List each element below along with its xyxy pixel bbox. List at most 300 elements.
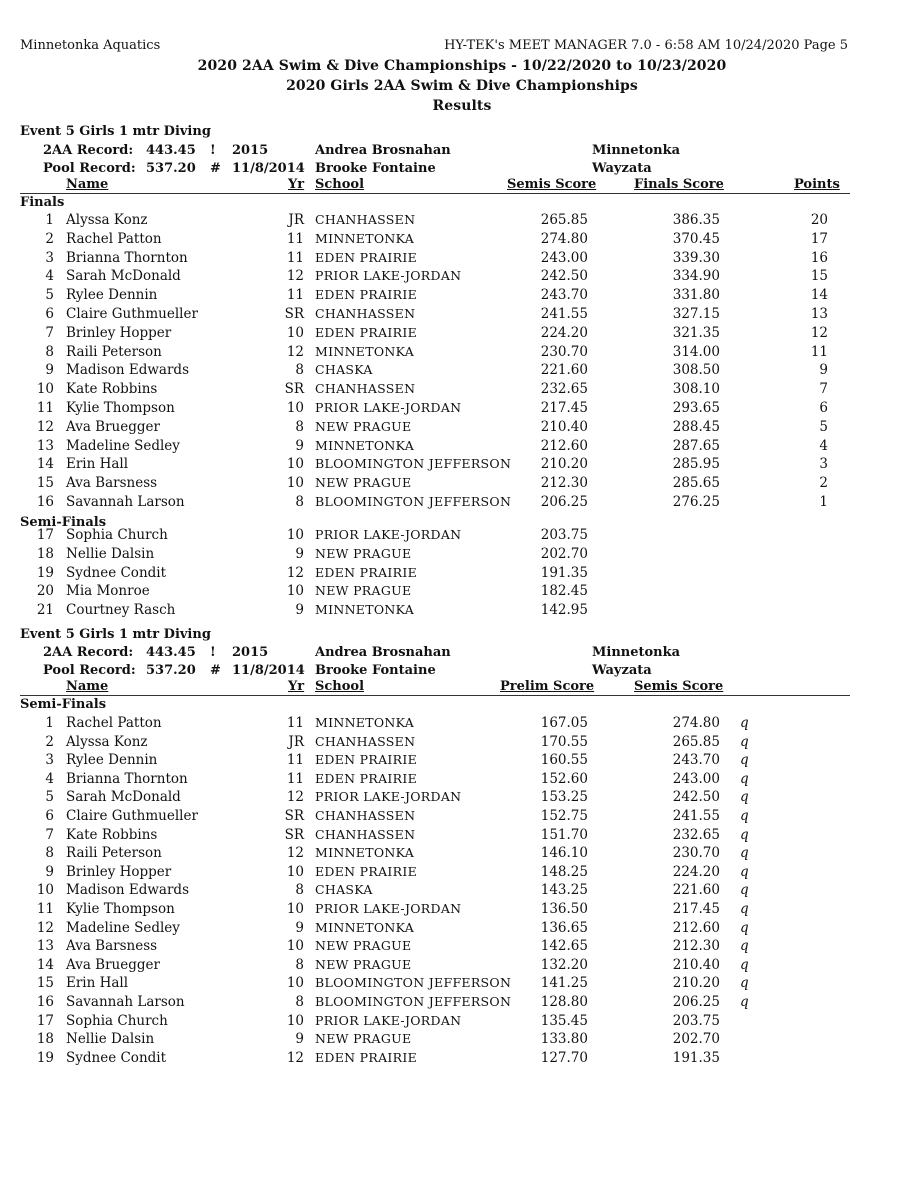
score2-cell: 285.65 (672, 475, 720, 492)
school-cell: NEW PRAGUE (315, 545, 412, 561)
table-row (0, 250, 924, 269)
school-cell: EDEN PRAIRIE (315, 287, 418, 303)
place-cell: 21 (36, 602, 54, 619)
school-cell: EDEN PRAIRIE (315, 1049, 418, 1065)
table-row (0, 1031, 924, 1050)
qualifier-cell: q (740, 919, 749, 936)
score1-cell: 160.55 (540, 752, 588, 769)
section-label-semis: Semi-Finals (20, 697, 107, 712)
score2-cell: 217.45 (672, 901, 720, 917)
year-cell: 11 (286, 230, 304, 247)
year-cell: 8 (295, 956, 304, 973)
place-cell: 11 (36, 400, 54, 416)
athlete-name-cell: Ava Barsness (66, 938, 158, 955)
year-cell: 10 (286, 938, 304, 955)
score1-cell: 170.55 (540, 733, 588, 750)
score1-cell: 210.20 (540, 456, 588, 473)
year-cell: 11 (286, 752, 304, 769)
score2-cell: 386.35 (672, 212, 720, 228)
athlete-name-cell: Claire Guthmueller (66, 306, 198, 322)
year-cell: SR (284, 826, 304, 843)
points-cell: 16 (810, 249, 828, 266)
qualifier-cell: q (740, 752, 749, 769)
athlete-name-cell: Sydnee Condit (66, 564, 167, 581)
school-cell: NEW PRAGUE (315, 418, 412, 434)
year-cell: 12 (286, 845, 304, 862)
pool-record-holder: Brooke Fontaine (315, 663, 436, 678)
score1-cell: 243.70 (540, 287, 588, 304)
school-cell: CHANHASSEN (315, 826, 416, 842)
place-cell: 5 (45, 287, 54, 304)
athlete-name-cell: Sophia Church (66, 1012, 168, 1029)
year-cell: 10 (286, 400, 304, 416)
athlete-name-cell: Alyssa Konz (66, 212, 148, 228)
score1-cell: 265.85 (540, 212, 588, 228)
score1-cell: 146.10 (540, 845, 588, 862)
athlete-name-cell: Erin Hall (66, 456, 129, 473)
place-cell: 3 (45, 249, 54, 266)
school-cell: CHANHASSEN (315, 733, 416, 749)
year-cell: SR (284, 808, 304, 824)
table-row (0, 381, 924, 400)
year-cell: 11 (286, 287, 304, 304)
year-cell: 8 (295, 882, 304, 899)
score1-cell: 230.70 (540, 343, 588, 360)
table-row (0, 527, 924, 546)
score1-cell: 142.65 (540, 938, 588, 955)
place-cell: 6 (45, 306, 54, 322)
school-cell: MINNETONKA (315, 845, 415, 861)
score2-cell: 212.60 (672, 919, 720, 936)
qualifier-cell: q (740, 882, 749, 899)
place-cell: 14 (36, 456, 54, 473)
score1-cell: 136.65 (540, 919, 588, 936)
year-cell: JR (288, 733, 304, 750)
school-cell: EDEN PRAIRIE (315, 752, 418, 768)
score1-cell: 167.05 (540, 715, 588, 731)
table-row (0, 1013, 924, 1032)
score1-cell: 152.60 (540, 770, 588, 787)
pool-record-label: Pool Record: (43, 663, 136, 678)
org-name: Minnetonka Aquatics (20, 38, 161, 53)
points-cell: 3 (819, 456, 828, 473)
athlete-name-cell: Courtney Rasch (66, 602, 176, 619)
score2-cell: 308.10 (672, 381, 720, 398)
school-cell: CHANHASSEN (315, 808, 416, 823)
athlete-name-cell: Raili Peterson (66, 845, 162, 862)
table-row (0, 920, 924, 939)
score1-cell: 191.35 (540, 564, 588, 581)
school-cell: PRIOR LAKE-JORDAN (315, 901, 462, 916)
score2-cell: 191.35 (672, 1049, 720, 1066)
place-cell: 7 (45, 826, 54, 843)
col-yr-header: Yr (288, 177, 305, 192)
qualifier-cell: q (740, 789, 749, 806)
athlete-name-cell: Rachel Patton (66, 230, 162, 247)
score2-cell: 287.65 (672, 437, 720, 454)
place-cell: 17 (36, 1012, 54, 1029)
school-cell: EDEN PRAIRIE (315, 324, 418, 340)
athlete-name-cell: Rylee Dennin (66, 287, 158, 304)
table-row (0, 715, 924, 734)
year-cell: SR (284, 306, 304, 322)
score2-cell: 203.75 (672, 1012, 720, 1029)
score2-cell: 276.25 (672, 494, 720, 510)
score1-cell: 133.80 (540, 1031, 588, 1048)
pool-record-score: 537.20 (146, 161, 196, 176)
col-semis-header: Semis Score (507, 177, 597, 192)
place-cell: 19 (36, 564, 54, 581)
school-cell: EDEN PRAIRIE (315, 564, 418, 580)
athlete-name-cell: Mia Monroe (66, 583, 150, 600)
pool-record-holder: Brooke Fontaine (315, 161, 436, 176)
school-cell: BLOOMINGTON JEFFERSON (315, 994, 512, 1009)
score2-cell: 224.20 (672, 863, 720, 880)
score2-cell: 334.90 (672, 268, 720, 285)
year-cell: 12 (286, 343, 304, 360)
table-row (0, 306, 924, 325)
school-cell: MINNETONKA (315, 602, 415, 618)
points-cell: 11 (810, 343, 828, 360)
table-row (0, 344, 924, 363)
qualifier-cell: q (740, 956, 749, 973)
record-mark: ! (210, 645, 216, 660)
table-row (0, 565, 924, 584)
school-cell: BLOOMINGTON JEFFERSON (315, 494, 512, 509)
points-cell: 17 (810, 230, 828, 247)
school-cell: CHANHASSEN (315, 306, 416, 321)
school-cell: NEW PRAGUE (315, 938, 412, 954)
score2-cell: 232.65 (672, 826, 720, 843)
section-label-finals: Finals (20, 195, 65, 210)
section-label-semis: Semi-Finals (20, 515, 107, 530)
col-finals-header: Finals Score (634, 177, 724, 192)
year-cell: 10 (286, 863, 304, 880)
results-label: Results (432, 98, 492, 114)
score1-cell: 274.80 (540, 230, 588, 247)
place-cell: 1 (45, 212, 54, 228)
pool-record-label: Pool Record: (43, 161, 136, 176)
table-row (0, 456, 924, 475)
school-cell: PRIOR LAKE-JORDAN (315, 268, 462, 284)
qualifier-cell: q (740, 938, 749, 955)
athlete-name-cell: Nellie Dalsin (66, 1031, 155, 1048)
qualifier-cell: q (740, 770, 749, 787)
school-cell: PRIOR LAKE-JORDAN (315, 789, 462, 805)
record-holder: Andrea Brosnahan (315, 645, 451, 660)
score2-cell: 210.40 (672, 956, 720, 973)
points-cell: 15 (810, 268, 828, 285)
pool-record-date: 11/8/2014 (232, 161, 305, 176)
score2-cell: 288.45 (672, 418, 720, 435)
athlete-name-cell: Kate Robbins (66, 381, 158, 398)
athlete-name-cell: Raili Peterson (66, 343, 162, 360)
record-team: Minnetonka (592, 143, 681, 158)
points-cell: 6 (819, 400, 828, 416)
meet-subtitle: 2020 Girls 2AA Swim & Dive Championships (286, 78, 638, 94)
place-cell: 18 (36, 545, 54, 562)
school-cell: CHASKA (315, 362, 373, 378)
school-cell: MINNETONKA (315, 919, 415, 935)
qualifier-cell: q (740, 808, 749, 824)
record-score: 443.45 (146, 143, 196, 158)
year-cell: 11 (286, 770, 304, 787)
year-cell: 8 (295, 994, 304, 1010)
table-row (0, 212, 924, 231)
points-cell: 9 (819, 362, 828, 379)
school-cell: CHASKA (315, 882, 373, 898)
score2-cell: 314.00 (672, 343, 720, 360)
score2-cell: 274.80 (672, 715, 720, 731)
year-cell: SR (284, 381, 304, 398)
score1-cell: 217.45 (540, 400, 588, 416)
score2-cell: 243.70 (672, 752, 720, 769)
pool-record-score: 537.20 (146, 663, 196, 678)
year-cell: 10 (286, 1012, 304, 1029)
points-cell: 1 (819, 494, 828, 510)
place-cell: 13 (36, 437, 54, 454)
score2-cell: 243.00 (672, 770, 720, 787)
score1-cell: 151.70 (540, 826, 588, 843)
record-mark: ! (210, 143, 216, 158)
year-cell: 9 (295, 437, 304, 454)
school-cell: EDEN PRAIRIE (315, 863, 418, 879)
table-row (0, 362, 924, 381)
table-row (0, 975, 924, 994)
athlete-name-cell: Claire Guthmueller (66, 808, 198, 824)
year-cell: 9 (295, 602, 304, 619)
place-cell: 8 (45, 343, 54, 360)
table-row (0, 957, 924, 976)
record-holder: Andrea Brosnahan (315, 143, 451, 158)
table-row (0, 268, 924, 287)
score2-cell: 241.55 (672, 808, 720, 824)
year-cell: 8 (295, 362, 304, 379)
table-row (0, 938, 924, 957)
school-cell: NEW PRAGUE (315, 475, 412, 491)
athlete-name-cell: Madison Edwards (66, 362, 189, 379)
athlete-name-cell: Brianna Thornton (66, 770, 188, 787)
year-cell: 12 (286, 564, 304, 581)
score1-cell: 128.80 (540, 994, 588, 1010)
athlete-name-cell: Erin Hall (66, 975, 129, 992)
school-cell: NEW PRAGUE (315, 956, 412, 972)
year-cell: 10 (286, 324, 304, 341)
year-cell: 11 (286, 249, 304, 266)
athlete-name-cell: Madeline Sedley (66, 919, 180, 936)
school-cell: MINNETONKA (315, 230, 415, 246)
year-cell: 11 (286, 715, 304, 731)
points-cell: 12 (810, 324, 828, 341)
pool-record-mark: # (210, 663, 221, 678)
table-row (0, 419, 924, 438)
place-cell: 4 (45, 268, 54, 285)
place-cell: 16 (36, 494, 54, 510)
table-row (0, 901, 924, 920)
score1-cell: 232.65 (540, 381, 588, 398)
score1-cell: 212.30 (540, 475, 588, 492)
score2-cell: 212.30 (672, 938, 720, 955)
year-cell: 8 (295, 494, 304, 510)
table-row (0, 494, 924, 513)
place-cell: 1 (45, 715, 54, 731)
place-cell: 12 (36, 418, 54, 435)
col-school-header: School (315, 177, 365, 192)
table-row (0, 546, 924, 565)
score2-cell: 221.60 (672, 882, 720, 899)
year-cell: 10 (286, 527, 304, 543)
pool-record-team: Wayzata (592, 161, 652, 176)
school-cell: CHANHASSEN (315, 212, 416, 227)
score1-cell: 243.00 (540, 249, 588, 266)
athlete-name-cell: Ava Bruegger (66, 956, 160, 973)
header-rule (20, 695, 850, 696)
place-cell: 20 (36, 583, 54, 600)
record-team: Minnetonka (592, 645, 681, 660)
athlete-name-cell: Brinley Hopper (66, 324, 172, 341)
table-row (0, 752, 924, 771)
points-cell: 13 (810, 306, 828, 322)
score1-cell: 206.25 (540, 494, 588, 510)
score1-cell: 143.25 (540, 882, 588, 899)
score2-cell: 230.70 (672, 845, 720, 862)
qualifier-cell: q (740, 733, 749, 750)
event-title: Event 5 Girls 1 mtr Diving (20, 124, 211, 139)
record-year: 2015 (232, 645, 269, 660)
table-row (0, 475, 924, 494)
school-cell: NEW PRAGUE (315, 583, 412, 599)
athlete-name-cell: Savannah Larson (66, 494, 185, 510)
athlete-name-cell: Alyssa Konz (66, 733, 148, 750)
pool-record-team: Wayzata (592, 663, 652, 678)
score1-cell: 224.20 (540, 324, 588, 341)
place-cell: 4 (45, 770, 54, 787)
athlete-name-cell: Sarah McDonald (66, 268, 181, 285)
score2-cell: 339.30 (672, 249, 720, 266)
year-cell: 9 (295, 919, 304, 936)
score1-cell: 221.60 (540, 362, 588, 379)
place-cell: 9 (45, 863, 54, 880)
table-row (0, 602, 924, 621)
record-label: 2AA Record: (43, 143, 134, 158)
qualifier-cell: q (740, 715, 749, 731)
score1-cell: 148.25 (540, 863, 588, 880)
points-cell: 7 (819, 381, 828, 398)
qualifier-cell: q (740, 901, 749, 917)
athlete-name-cell: Madison Edwards (66, 882, 189, 899)
pool-record-mark: # (210, 161, 221, 176)
score2-cell: 202.70 (672, 1031, 720, 1048)
school-cell: PRIOR LAKE-JORDAN (315, 400, 462, 415)
table-row (0, 864, 924, 883)
score1-cell: 203.75 (540, 527, 588, 543)
record-label: 2AA Record: (43, 645, 134, 660)
school-cell: MINNETONKA (315, 343, 415, 359)
score2-cell: 285.95 (672, 456, 720, 473)
place-cell: 12 (36, 919, 54, 936)
school-cell: PRIOR LAKE-JORDAN (315, 1012, 462, 1028)
score1-cell: 141.25 (540, 975, 588, 992)
col-prelim-header: Prelim Score (500, 679, 595, 694)
athlete-name-cell: Ava Barsness (66, 475, 158, 492)
col-school-header: School (315, 679, 365, 694)
school-cell: CHANHASSEN (315, 381, 416, 397)
year-cell: 12 (286, 268, 304, 285)
table-row (0, 827, 924, 846)
points-cell: 4 (819, 437, 828, 454)
table-row (0, 771, 924, 790)
athlete-name-cell: Sarah McDonald (66, 789, 181, 806)
table-row (0, 231, 924, 250)
athlete-name-cell: Sydnee Condit (66, 1049, 167, 1066)
qualifier-cell: q (740, 863, 749, 880)
score1-cell: 210.40 (540, 418, 588, 435)
table-row (0, 882, 924, 901)
place-cell: 3 (45, 752, 54, 769)
place-cell: 15 (36, 475, 54, 492)
athlete-name-cell: Brianna Thornton (66, 249, 188, 266)
score1-cell: 136.50 (540, 901, 588, 917)
col-name-header: Name (66, 679, 109, 694)
score2-cell: 210.20 (672, 975, 720, 992)
col-yr-header: Yr (288, 679, 305, 694)
score2-cell: 242.50 (672, 789, 720, 806)
table-row (0, 789, 924, 808)
year-cell: 12 (286, 789, 304, 806)
score1-cell: 182.45 (540, 583, 588, 600)
place-cell: 7 (45, 324, 54, 341)
athlete-name-cell: Savannah Larson (66, 994, 185, 1010)
athlete-name-cell: Sophia Church (66, 527, 168, 543)
place-cell: 11 (36, 901, 54, 917)
athlete-name-cell: Rachel Patton (66, 715, 162, 731)
record-score: 443.45 (146, 645, 196, 660)
place-cell: 10 (36, 882, 54, 899)
score1-cell: 127.70 (540, 1049, 588, 1066)
year-cell: 10 (286, 456, 304, 473)
col-name-header: Name (66, 177, 109, 192)
athlete-name-cell: Madeline Sedley (66, 437, 180, 454)
col-semis-header: Semis Score (634, 679, 724, 694)
points-cell: 2 (819, 475, 828, 492)
place-cell: 16 (36, 994, 54, 1010)
place-cell: 14 (36, 956, 54, 973)
athlete-name-cell: Ava Bruegger (66, 418, 160, 435)
qualifier-cell: q (740, 845, 749, 862)
place-cell: 5 (45, 789, 54, 806)
school-cell: NEW PRAGUE (315, 1031, 412, 1047)
year-cell: 10 (286, 583, 304, 600)
score2-cell: 370.45 (672, 230, 720, 247)
place-cell: 6 (45, 808, 54, 824)
header-rule (20, 193, 850, 194)
year-cell: 9 (295, 1031, 304, 1048)
year-cell: 12 (286, 1049, 304, 1066)
table-row (0, 400, 924, 419)
score1-cell: 132.20 (540, 956, 588, 973)
score2-cell: 206.25 (672, 994, 720, 1010)
year-cell: 10 (286, 475, 304, 492)
event-title: Event 5 Girls 1 mtr Diving (20, 627, 211, 642)
school-cell: BLOOMINGTON JEFFERSON (315, 975, 512, 991)
athlete-name-cell: Kylie Thompson (66, 901, 175, 917)
score2-cell: 331.80 (672, 287, 720, 304)
place-cell: 18 (36, 1031, 54, 1048)
qualifier-cell: q (740, 994, 749, 1010)
year-cell: JR (288, 212, 304, 228)
year-cell: 10 (286, 901, 304, 917)
score2-cell: 308.50 (672, 362, 720, 379)
